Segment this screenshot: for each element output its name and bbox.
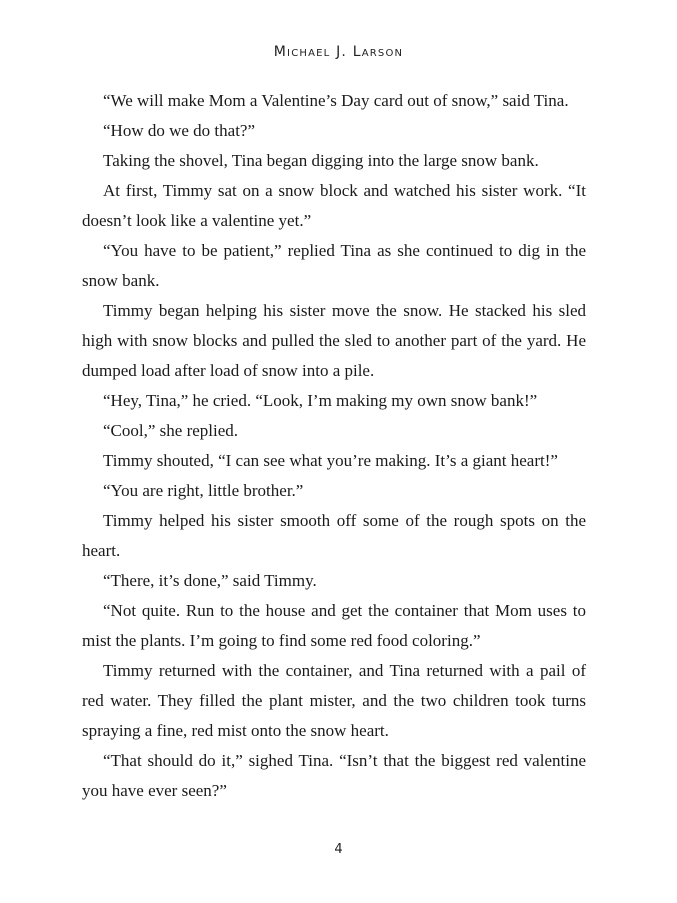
paragraph: Timmy returned with the container, and Tina returned with a pail of red water. They filled the plant mister, and the two children took turns spraying a fine, red mist onto the snow heart. xyxy=(82,661,586,740)
running-head: Michael J. Larson xyxy=(273,44,404,60)
paragraph: Taking the shovel, Tina began digging into the large snow bank. xyxy=(103,151,539,170)
body-text xyxy=(82,86,586,806)
paragraph: Timmy began helping his sister move the snow. He stacked his sled high with snow blocks and pulled the sled to another part of the yard. He dumped load after load of snow into a pile. xyxy=(82,301,586,380)
paragraph: “That should do it,” sighed Tina. “Isn’t that the biggest red valentine you have ever seen?” xyxy=(82,751,586,800)
paragraph: Timmy shouted, “I can see what you’re making. It’s a giant heart!” xyxy=(103,451,558,470)
paragraph: “We will make Mom a Valentine’s Day card out of snow,” said Tina. xyxy=(103,91,569,110)
paragraph: “You are right, little brother.” xyxy=(103,481,304,500)
paragraph: At first, Timmy sat on a snow block and watched his sister work. “It doesn’t look like a valentine yet.” xyxy=(82,181,586,230)
page-number: 4 xyxy=(334,842,343,857)
paragraph: “Hey, Tina,” he cried. “Look, I’m making my own snow bank!” xyxy=(103,391,538,410)
paragraph: “How do we do that?” xyxy=(103,121,256,140)
paragraph: “Cool,” she replied. xyxy=(103,421,239,440)
paragraph: “You have to be patient,” replied Tina as she continued to dig in the snow bank. xyxy=(82,241,586,290)
paragraph: Timmy helped his sister smooth off some of the rough spots on the heart. xyxy=(82,511,586,560)
paragraph: “There, it’s done,” said Timmy. xyxy=(103,571,317,590)
paragraph: “Not quite. Run to the house and get the container that Mom uses to mist the plants. I’m going to find some red food coloring.” xyxy=(82,601,586,650)
